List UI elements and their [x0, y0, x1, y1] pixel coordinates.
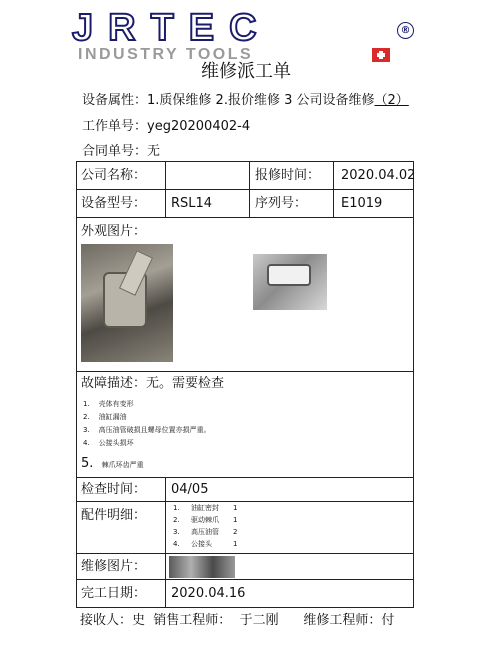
part-name: 高压油管	[191, 528, 219, 536]
sales-value: 于二刚	[239, 613, 279, 628]
receiver-value: 史	[132, 613, 146, 628]
appearance-photo-1	[81, 244, 173, 362]
serial-label: 序列号：	[255, 196, 308, 211]
attribute-options: 1.质保维修 2.报价维修 3 公司设备维修	[147, 93, 375, 108]
finish-label: 完工日期：	[81, 586, 147, 601]
fault-label: 故障描述：无。需要检查	[81, 376, 225, 391]
fault-item: 3. 高压油管破损且螺母位置亦损严重。	[83, 426, 211, 434]
part-qty: 1	[233, 540, 238, 548]
signature-line	[80, 612, 394, 630]
repair-table	[76, 161, 414, 608]
inspect-value: 04/05	[171, 482, 209, 497]
part-item: 3.	[173, 528, 180, 536]
model-value: RSL14	[171, 196, 213, 211]
equipment-attribute-line	[82, 92, 409, 110]
parts-label: 配件明细：	[81, 508, 147, 523]
part-item: 1.	[173, 504, 180, 512]
repair-photo-label: 维修图片：	[81, 559, 147, 574]
inspect-label: 检查时间：	[81, 482, 147, 497]
attribute-label: 设备属性：	[82, 93, 148, 108]
fault-item: 2. 油缸漏油	[83, 413, 127, 421]
part-name: 驱动棘爪	[191, 516, 219, 524]
receiver-label: 接收人：	[80, 613, 133, 628]
serial-value: E1019	[341, 196, 383, 211]
contract-value: 无	[147, 144, 161, 159]
part-name: 公接头	[191, 540, 212, 548]
fault-item: 5. 棘爪环齿严重	[81, 456, 144, 471]
registered-mark: ®	[397, 22, 414, 39]
contract-label: 合同单号：	[82, 144, 148, 159]
report-time-label: 报修时间：	[255, 168, 321, 183]
repair-photo	[169, 556, 235, 578]
company-label: 公司名称：	[81, 168, 147, 183]
work-order-label: 工作单号：	[82, 119, 148, 134]
contract-line	[82, 143, 160, 161]
appearance-photo-2	[253, 254, 327, 310]
appearance-label: 外观图片：	[81, 224, 147, 239]
logo-subtitle: INDUSTRY TOOLS	[78, 46, 254, 63]
work-order-value: yeg20200402-4	[147, 119, 251, 134]
finish-value: 2020.04.16	[171, 586, 246, 601]
model-label: 设备型号：	[81, 196, 147, 211]
fault-item: 1. 壳体有变形	[83, 400, 134, 408]
work-order-line	[82, 118, 250, 136]
part-item: 2.	[173, 516, 180, 524]
part-qty: 1	[233, 504, 238, 512]
part-qty: 2	[233, 528, 238, 536]
attribute-selected: （2）	[374, 93, 409, 108]
repair-engineer-label: 维修工程师：	[303, 613, 382, 628]
report-time-value: 2020.04.02	[341, 168, 416, 183]
repair-engineer-value: 付	[381, 613, 395, 628]
fault-item: 4. 公接头损坏	[83, 439, 134, 447]
part-qty: 1	[233, 516, 238, 524]
part-item: 4.	[173, 540, 180, 548]
page-title: 维修派工单	[201, 61, 291, 82]
logo-brand: JRTEC	[72, 7, 272, 49]
part-name: 油缸密封	[191, 504, 219, 512]
sales-label: 销售工程师：	[153, 613, 232, 628]
